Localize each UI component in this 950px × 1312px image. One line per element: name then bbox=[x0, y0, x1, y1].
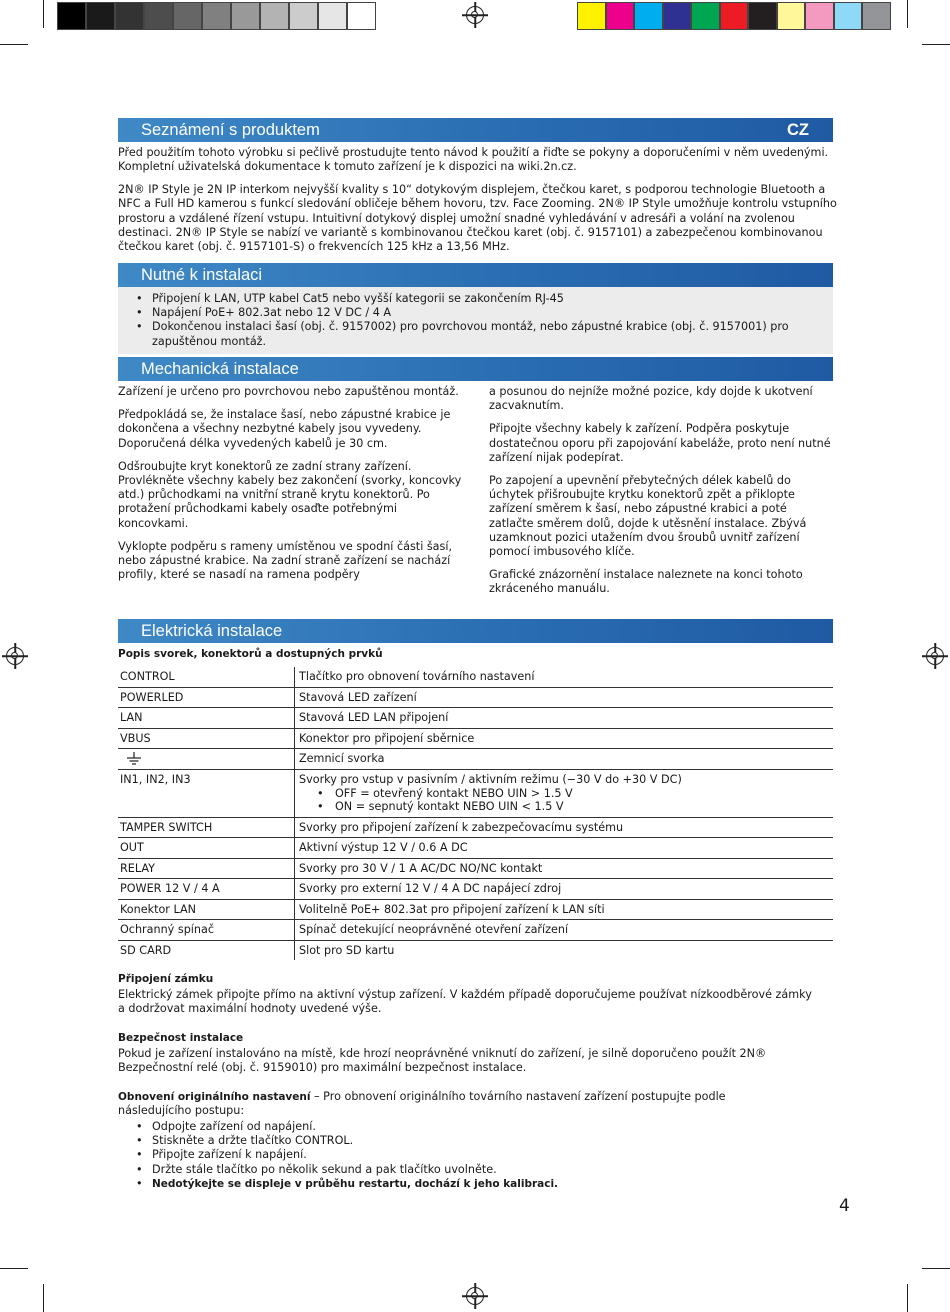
color-swatch bbox=[577, 2, 606, 30]
terminal-name: SD CARD bbox=[118, 940, 295, 960]
registration-mark-bottom-icon bbox=[466, 1287, 484, 1305]
gray-swatch bbox=[173, 2, 202, 30]
color-swatch bbox=[663, 2, 692, 30]
description-text: Svorky pro připojení zařízení k zabezpečovacímu systému bbox=[299, 820, 624, 834]
color-swatch bbox=[606, 2, 635, 30]
terminal-description bbox=[295, 728, 834, 749]
registration-mark-top-icon bbox=[466, 6, 484, 24]
crop-mark bbox=[907, 1284, 908, 1312]
terminal-name: POWER 12 V / 4 A bbox=[118, 879, 295, 900]
list-item: • Připojení k LAN, UTP kabel Cat5 nebo vyšší kategorii se zakončením RJ-45 bbox=[118, 292, 833, 306]
sub-list bbox=[299, 787, 831, 814]
terminal-name: OUT bbox=[118, 838, 295, 859]
list-item: • Napájení PoE+ 802.3at nebo 12 V DC / 4 A bbox=[118, 306, 833, 320]
page-number: 4 bbox=[839, 1196, 850, 1216]
description-text: Spínač detekující neoprávněné otevření zařízení bbox=[299, 923, 569, 936]
lock-heading: Připojení zámku bbox=[118, 973, 214, 985]
gray-swatch bbox=[144, 2, 173, 30]
description-text: Svorky pro vstup v pasivním / aktivním režimu (−30 V do +30 V DC) bbox=[299, 773, 682, 786]
terminal-description bbox=[295, 749, 834, 770]
requirements-list bbox=[118, 287, 833, 349]
reset-steps bbox=[118, 1120, 818, 1191]
reset-heading: Obnovení originálního nastavení bbox=[118, 1091, 311, 1103]
table-row bbox=[118, 920, 833, 941]
terminals-table bbox=[118, 667, 833, 960]
section-header-mechanical bbox=[118, 357, 833, 381]
crop-mark bbox=[0, 1268, 28, 1269]
terminal-name: CONTROL bbox=[118, 667, 295, 687]
table-row bbox=[118, 687, 833, 708]
list-item: • OFF = otevřený kontakt NEBO UIN > 1.5 V bbox=[299, 787, 831, 801]
list-item bbox=[118, 1177, 818, 1191]
table-row bbox=[118, 817, 833, 838]
description-text: Stavová LED zařízení bbox=[299, 690, 417, 704]
gray-swatch bbox=[289, 2, 318, 30]
reset-paragraph bbox=[118, 1090, 798, 1119]
safety-paragraph: Pokud je zařízení instalováno na místě, kde hrozí neoprávněné vniknutí do zařízení, je silně doporučeno použít 2N® Bezpečnostní relé (obj. č. 9159010) pro maximální bezpečnost instalace. bbox=[118, 1047, 767, 1075]
description-text: Slot pro SD kartu bbox=[299, 943, 395, 957]
section-title: Mechanická instalace bbox=[141, 360, 299, 378]
description-text: Konektor pro připojení sběrnice bbox=[299, 731, 475, 745]
mechanical-right-column bbox=[489, 385, 833, 606]
terminal-name: Ochranný spínač bbox=[118, 920, 295, 941]
language-code: CZ bbox=[787, 121, 809, 139]
description-text: Volitelně PoE+ 802.3at pro připojení zařízení k LAN síti bbox=[299, 902, 605, 916]
terminal-description bbox=[295, 838, 834, 859]
table-row bbox=[118, 879, 833, 900]
section-header-intro bbox=[118, 118, 833, 142]
paragraph: a posunou do nejníže možné pozice, kdy dojde k ukotvení zacvaknutím. bbox=[489, 385, 813, 413]
requirements-box bbox=[118, 287, 833, 354]
gray-swatch bbox=[115, 2, 144, 30]
paragraph: Po zapojení a upevnění přebytečných délek kabelů do úchytek přišroubujte krytku konektorů zpět a přiklopte zařízení směrem k šasí, nebo zápustné krabici a poté zatlačte směrem dolů, dojde k utěsnění instalace. Zbývá uzamknout pozici utažením dvou šroubů uvnitř zařízení pomocí imbusového klíče. bbox=[489, 474, 807, 559]
table-row bbox=[118, 838, 833, 859]
table-row bbox=[118, 940, 833, 960]
terminal-name: Konektor LAN bbox=[118, 899, 295, 920]
section-header-requirements bbox=[118, 263, 833, 287]
safety-heading: Bezpečnost instalace bbox=[118, 1032, 244, 1044]
gray-swatch bbox=[260, 2, 289, 30]
description-text: Aktivní výstup 12 V / 0.6 A DC bbox=[299, 841, 468, 854]
color-swatch bbox=[862, 2, 891, 30]
table-row bbox=[118, 858, 833, 879]
table-row bbox=[118, 708, 833, 729]
color-swatch bbox=[834, 2, 863, 30]
crop-mark bbox=[907, 0, 908, 28]
paragraph: Předpokládá se, že instalace šasí, nebo zápustné krabice je dokončena a všechny nezbytné kabely jsou vyvedeny. Doporučená délka vyvedených kabelů je 30 cm. bbox=[118, 408, 451, 450]
gray-swatch bbox=[231, 2, 260, 30]
intro-paragraph: Před použitím tohoto výrobku si pečlivě prostudujte tento návod k použití a řiďte se pokyny a doporučeními v něm uvedenými. Kompletní uživatelská dokumentace k tomuto zařízení je k dispozici na wiki.2n.cz. bbox=[118, 146, 829, 174]
gray-swatch bbox=[202, 2, 231, 30]
color-swatch bbox=[634, 2, 663, 30]
ground-icon bbox=[126, 752, 142, 766]
paragraph: Odšroubujte kryt konektorů ze zadní strany zařízení. Provlékněte všechny kabely bez zakončení (svorky, koncovky atd.) průchodkami na vnitřní straně krytu konektorů. Po protažení průchodkami kabely osaďte potřebnými koncovkami. bbox=[118, 459, 462, 530]
gray-swatch bbox=[347, 2, 376, 30]
description-text: Svorky pro externí 12 V / 4 A DC napájecí zdroj bbox=[299, 882, 562, 895]
section-title: Seznámení s produktem bbox=[141, 121, 320, 139]
table-row bbox=[118, 728, 833, 749]
color-swatch bbox=[748, 2, 777, 30]
terminal-description bbox=[295, 708, 834, 729]
terminal-name: POWERLED bbox=[118, 687, 295, 708]
description-text: Zemnicí svorka bbox=[299, 752, 385, 765]
terminal-description bbox=[295, 817, 834, 838]
table-row bbox=[118, 749, 833, 770]
crop-mark bbox=[0, 44, 28, 45]
color-swatch bbox=[805, 2, 834, 30]
terminal-description bbox=[295, 770, 834, 818]
list-item: • Odpojte zařízení od napájení. bbox=[118, 1120, 818, 1134]
list-item: • Držte stále tlačítko po několik sekund a pak tlačítko uvolněte. bbox=[118, 1163, 818, 1177]
terminal-name bbox=[118, 749, 295, 770]
terminal-description bbox=[295, 899, 834, 920]
description-text: Stavová LED LAN připojení bbox=[299, 711, 449, 724]
terminal-description bbox=[295, 858, 834, 879]
registration-mark-right-icon bbox=[926, 647, 944, 665]
terminal-name: RELAY bbox=[118, 858, 295, 879]
table-row bbox=[118, 667, 833, 687]
table-row bbox=[118, 770, 833, 818]
list-item: • Připojte zařízení k napájení. bbox=[118, 1148, 818, 1162]
lock-paragraph: Elektrický zámek připojte přímo na aktivní výstup zařízení. V každém případě doporučujeme používat nízkoodběrové zámky a dodržovat maximální hodnoty uvedené výše. bbox=[118, 988, 812, 1016]
intro-description: 2N® IP Style je 2N IP interkom nejvyšší kvality s 10“ dotykovým displejem, čtečkou karet, s podporou technologie Bluetooth a NFC a Full HD kamerou s funkcí sledování obličeje během hovoru, tzv. Face Zooming. 2N® IP Style umožňuje kontrolu vstupního prostoru a vzdálené řízení vstupu. Intuitivní dotykový displej umožní snadné vyhledávání v adresáři a volání na zvolenou destinaci. 2N® IP Style se nabízí ve variantě s kombinovanou čtečkou karet (obj. č. 9157101) a zabezpečenou kombinovanou čtečkou karet (obj. č. 9157101-S) o frekvencích 125 kHz a 13,56 MHz. bbox=[118, 183, 837, 254]
table-title: Popis svorek, konektorů a dostupných prvků bbox=[118, 648, 383, 660]
crop-mark bbox=[922, 44, 950, 45]
gray-swatch bbox=[57, 2, 86, 30]
paragraph: Připojte všechny kabely k zařízení. Podpěra poskytuje dostatečnou oporu při zapojování kabeláže, proto není nutné zařízení nijak podepírat. bbox=[489, 422, 831, 464]
crop-mark bbox=[922, 1268, 950, 1269]
crop-mark bbox=[43, 1284, 44, 1312]
table-row bbox=[118, 899, 833, 920]
color-swatch bbox=[720, 2, 749, 30]
description-text: Svorky pro 30 V / 1 A AC/DC NO/NC kontakt bbox=[299, 861, 543, 875]
paragraph: Grafické znázornění instalace naleznete na konci tohoto zkráceného manuálu. bbox=[489, 568, 803, 596]
terminal-name: VBUS bbox=[118, 728, 295, 749]
list-item: • Dokončenou instalaci šasí (obj. č. 9157002) pro povrchovou montáž, nebo zápustné krabice (obj. č. 9157001) pro zapuštěnou montáž. bbox=[118, 320, 833, 348]
paragraph: Zařízení je určeno pro povrchovou nebo zapuštěnou montáž. bbox=[118, 385, 459, 398]
crop-mark bbox=[43, 0, 44, 28]
description-text: Tlačítko pro obnovení továrního nastavení bbox=[299, 670, 535, 683]
paragraph: Vyklopte podpěru s rameny umístěnou ve spodní části šasí, nebo zápustné krabice. Na zadní straně zařízení se nachází profily, které se nasadí na ramena podpěry bbox=[118, 539, 453, 582]
color-swatch bbox=[777, 2, 806, 30]
section-header-electrical bbox=[118, 619, 833, 643]
registration-mark-left-icon bbox=[6, 647, 24, 665]
terminal-name: TAMPER SWITCH bbox=[118, 817, 295, 838]
color-swatch bbox=[691, 2, 720, 30]
terminal-description bbox=[295, 940, 834, 960]
terminal-description bbox=[295, 920, 834, 941]
terminal-description bbox=[295, 667, 834, 687]
section-title: Elektrická instalace bbox=[141, 622, 283, 640]
section-title: Nutné k instalaci bbox=[141, 266, 263, 284]
reset-intro: – Pro obnovení originálního továrního nastavení zařízení postupujte podle následujícího postupu: bbox=[118, 1090, 726, 1118]
list-item: • Stiskněte a držte tlačítko CONTROL. bbox=[118, 1134, 818, 1148]
terminal-description bbox=[295, 687, 834, 708]
gray-swatch bbox=[318, 2, 347, 30]
list-item: • ON = sepnutý kontakt NEBO UIN < 1.5 V bbox=[299, 800, 831, 814]
gray-swatch bbox=[86, 2, 115, 30]
reset-warning: Nedotýkejte se displeje v průběhu restartu, dochází k jeho kalibraci. bbox=[152, 1177, 559, 1190]
terminal-description bbox=[295, 879, 834, 900]
terminal-name: LAN bbox=[118, 708, 295, 729]
mechanical-left-column bbox=[118, 385, 463, 591]
terminal-name: IN1, IN2, IN3 bbox=[118, 770, 295, 818]
